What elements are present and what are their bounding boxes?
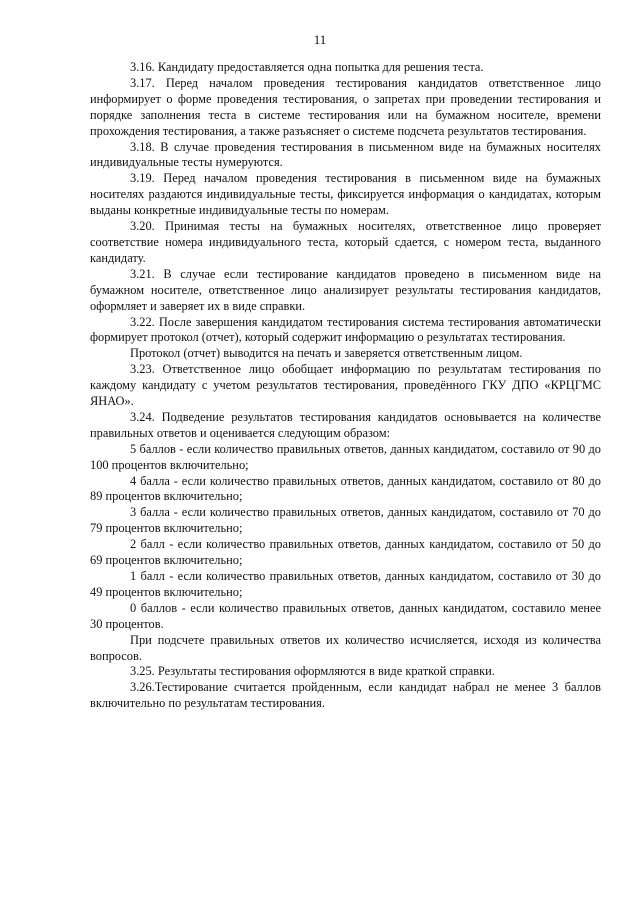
score-4-points: 4 балла - если количество правильных ответов, данных кандидатом, составило от 80 до 89 процентов включительно; [90, 473, 601, 504]
paragraph-3-17: 3.17. Перед началом проведения тестирования кандидатов ответственное лицо информирует о форме проведения тестирования, о запретах при проведении тестирования и порядке заполнения теста в системе тестирования или на бумажном носителе, времени прохождения тестирования, а также разъясняет о системе подсчета результатов тестирования. [90, 75, 601, 138]
score-0-points: 0 баллов - если количество правильных ответов, данных кандидатом, составило менее 30 процентов. [90, 600, 601, 631]
paragraph-3-21: 3.21. В случае если тестирование кандидатов проведено в письменном виде на бумажном носителе, ответственное лицо анализирует результаты тестирования кандидатов, оформляет и заверяет их в виде справки. [90, 266, 601, 313]
page-number: 11 [313, 32, 327, 47]
score-5-points: 5 баллов - если количество правильных ответов, данных кандидатом, составило от 90 до 100 процентов включительно; [90, 441, 601, 472]
score-2-points: 2 балл - если количество правильных ответов, данных кандидатом, составило от 50 до 69 процентов включительно; [90, 537, 601, 568]
paragraph-3-22: 3.22. После завершения кандидатом тестирования система тестирования автоматически формирует протокол (отчет), который содержит информацию о результатах тестирования. [90, 314, 601, 345]
document-body [90, 60, 601, 712]
paragraph-3-25: 3.25. Результаты тестирования оформляются в виде краткой справки. [130, 664, 495, 679]
paragraph-3-26: 3.26.Тестирование считается пройденным, если кандидат набрал не менее 3 баллов включительно по результатам тестирования. [90, 680, 601, 711]
paragraph-3-23: 3.23. Ответственное лицо обобщает информацию по результатам тестирования по каждому кандидату с учетом результатов тестирования, проведённого ГКУ ДПО «КРЦГМС ЯНАО». [90, 362, 601, 409]
paragraph-3-18: 3.18. В случае проведения тестирования в письменном виде на бумажных носителях индивидуальные тесты нумеруются. [90, 139, 601, 170]
score-3-points: 3 балла - если количество правильных ответов, данных кандидатом, составило от 70 до 79 процентов включительно; [90, 505, 601, 536]
score-1-point: 1 балл - если количество правильных ответов, данных кандидатом, составило от 30 до 49 процентов включительно; [90, 569, 601, 599]
paragraph-counting-rule: При подсчете правильных ответов их количество исчисляется, исходя из количества вопросов. [90, 632, 601, 663]
paragraph-protocol-print: Протокол (отчет) выводится на печать и заверяется ответственным лицом. [130, 346, 523, 361]
paragraph-3-24: 3.24. Подведение результатов тестирования кандидатов основывается на количестве правильных ответов и оценивается следующим образом: [90, 409, 601, 440]
paragraph-3-16: 3.16. Кандидату предоставляется одна попытка для решения теста. [130, 60, 484, 74]
paragraph-3-20: 3.20. Принимая тесты на бумажных носителях, ответственное лицо проверяет соответствие номера индивидуального теста, который сдается, с номером теста, выданного кандидату. [90, 219, 601, 265]
paragraph-3-19: 3.19. Перед началом проведения тестирования в письменном виде на бумажных носителях раздаются индивидуальные тесты, фиксируется информация о кандидатах, которым выданы конкретные индивидуальные тесты по номерам. [90, 171, 601, 218]
